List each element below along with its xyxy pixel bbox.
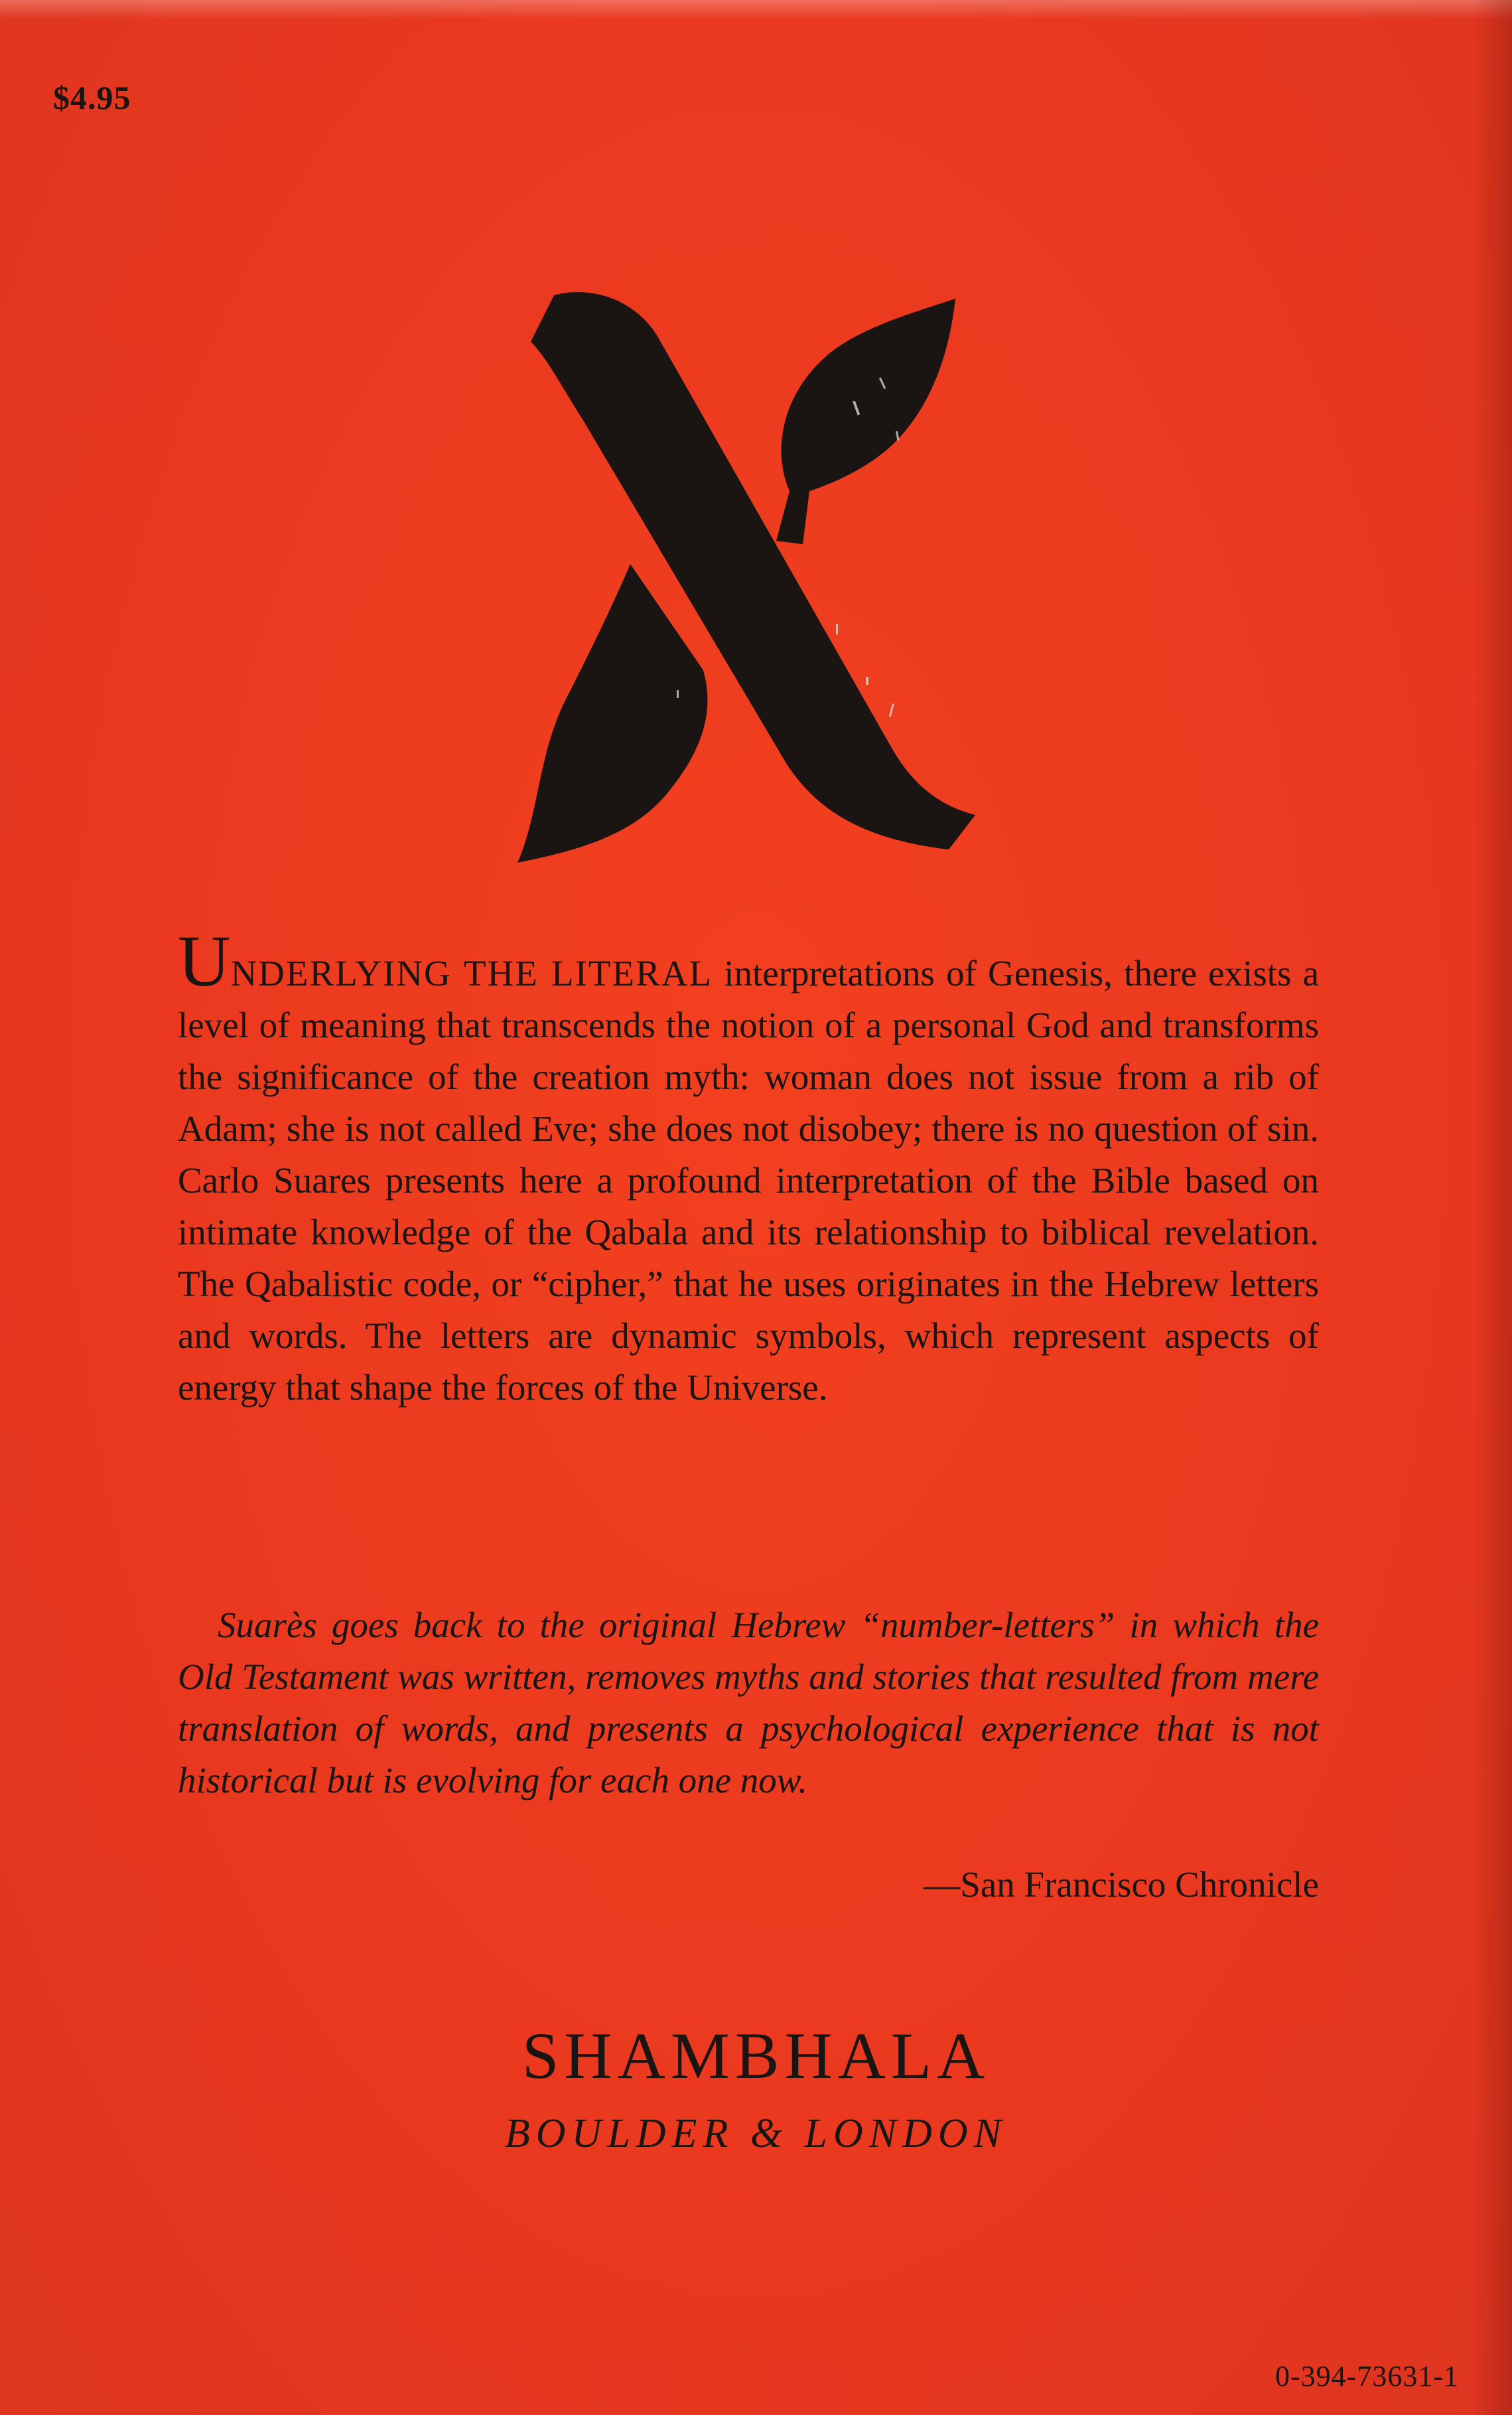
- blurb-body: interpretations of Genesis, there exists a level of meaning that transcends the notion of a personal God and transforms the significance of the creation myth: woman does not issue from a rib of Adam; she is not called Eve; she does not disobey; there is no question of sin. Carlo Suares presents here a profound interpretation of the Bible based on intimate knowledge of the Qabala and its relationship to biblical revelation. The Qabalistic code, or “cipher,” that he uses originates in the Hebrew letters and words. The letters are dynamic symbols, which represent aspects of energy that shape the forces of the Universe.: [178, 953, 1319, 1408]
- cover-top-edge: [0, 0, 1512, 20]
- aleph-upper-arm: [776, 299, 955, 544]
- aleph-lower-leg: [517, 564, 707, 863]
- aleph-icon: [491, 279, 1022, 889]
- publisher-location: BOULDER & LONDON: [504, 2111, 1008, 2156]
- review-source: —San Francisco Chronicle: [924, 1864, 1319, 1905]
- drop-cap: U: [178, 920, 231, 1001]
- isbn-number: 0-394-73631-1: [1275, 2360, 1459, 2392]
- publisher-name: SHAMBHALA: [521, 2019, 991, 2092]
- price-label: $4.95: [53, 79, 131, 116]
- lead-in-text: NDERLYING THE LITERAL: [230, 953, 713, 993]
- review-quote: [178, 1599, 1319, 1806]
- description-blurb: [178, 920, 1319, 1414]
- review-quote-text: Suarès goes back to the original Hebrew “number-letters” in which the Old Testament was written, removes myths and stories that resulted from mere translation of words, and presents a psychological experience that is not historical but is evolving for each one now.: [178, 1605, 1319, 1800]
